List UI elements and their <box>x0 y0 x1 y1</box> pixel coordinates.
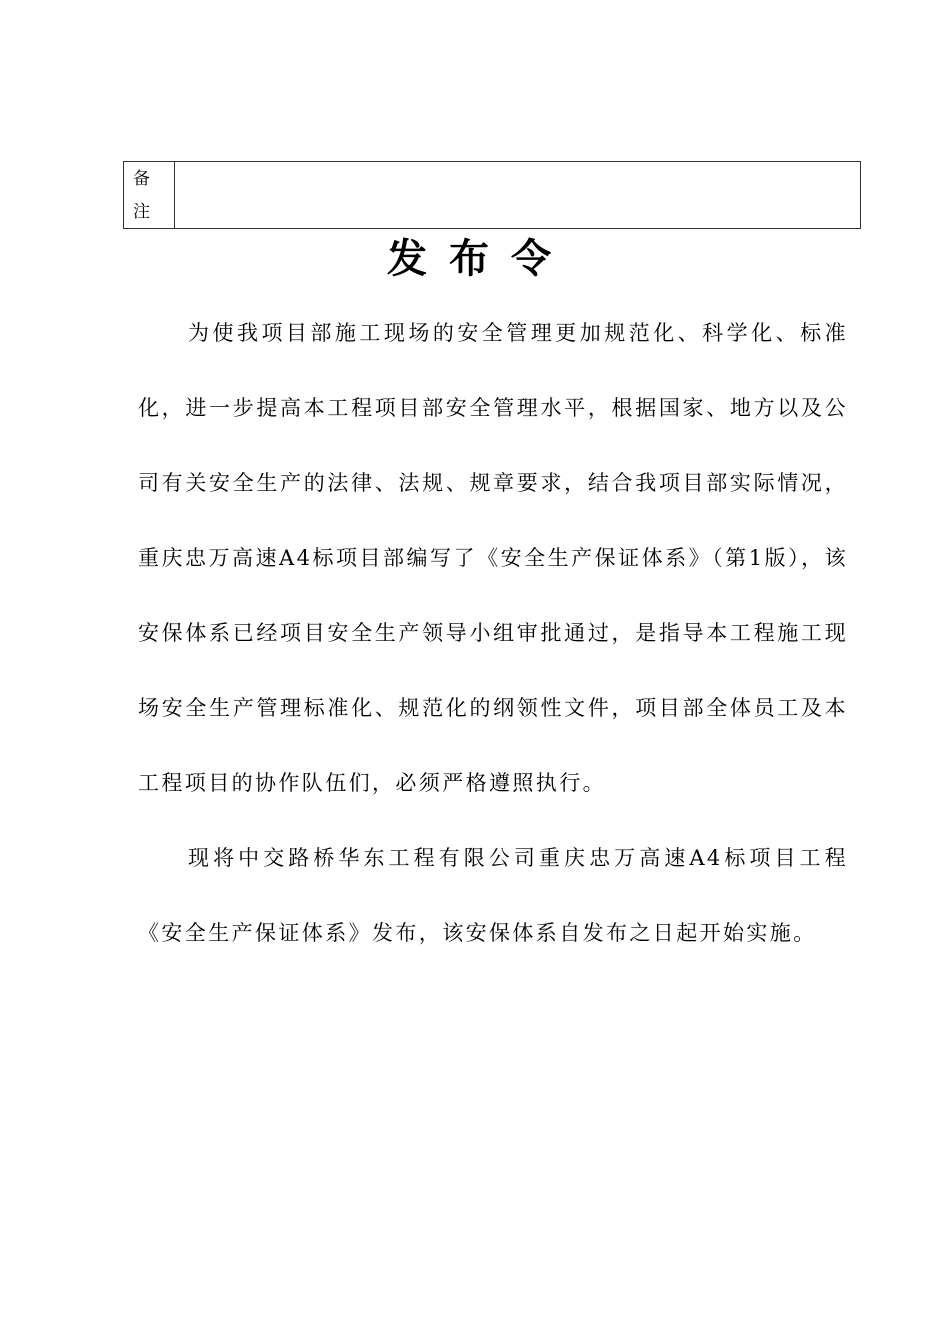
body-paragraph-2: 现将中交路桥华东工程有限公司重庆忠万高速A4标项目工程《安全生产保证体系》发布，该安保体系自发布之日起开始实施。 <box>138 846 848 945</box>
remarks-label-char-2: 注 <box>133 202 150 222</box>
document-title: 发布令 <box>387 236 573 282</box>
remarks-content-cell <box>175 162 860 228</box>
remarks-table <box>123 161 861 229</box>
document-body <box>138 296 848 971</box>
body-paragraph-1: 为使我项目部施工现场的安全管理更加规范化、科学化、标准化，进一步提高本工程项目部安全管理水平，根据国家、地方以及公司有关安全生产的法律、法规、规章要求，结合我项目部实际情况，重庆忠万高速A4标项目部编写了《安全生产保证体系》（第1版），该安保体系已经项目安全生产领导小组审批通过，是指导本工程施工现场安全生产管理标准化、规范化的纲领性文件，项目部全体员工及本工程项目的协作队伍们，必须严格遵照执行。 <box>138 321 848 795</box>
remarks-label-cell <box>124 162 175 228</box>
remarks-label-char-1: 备 <box>133 169 150 189</box>
